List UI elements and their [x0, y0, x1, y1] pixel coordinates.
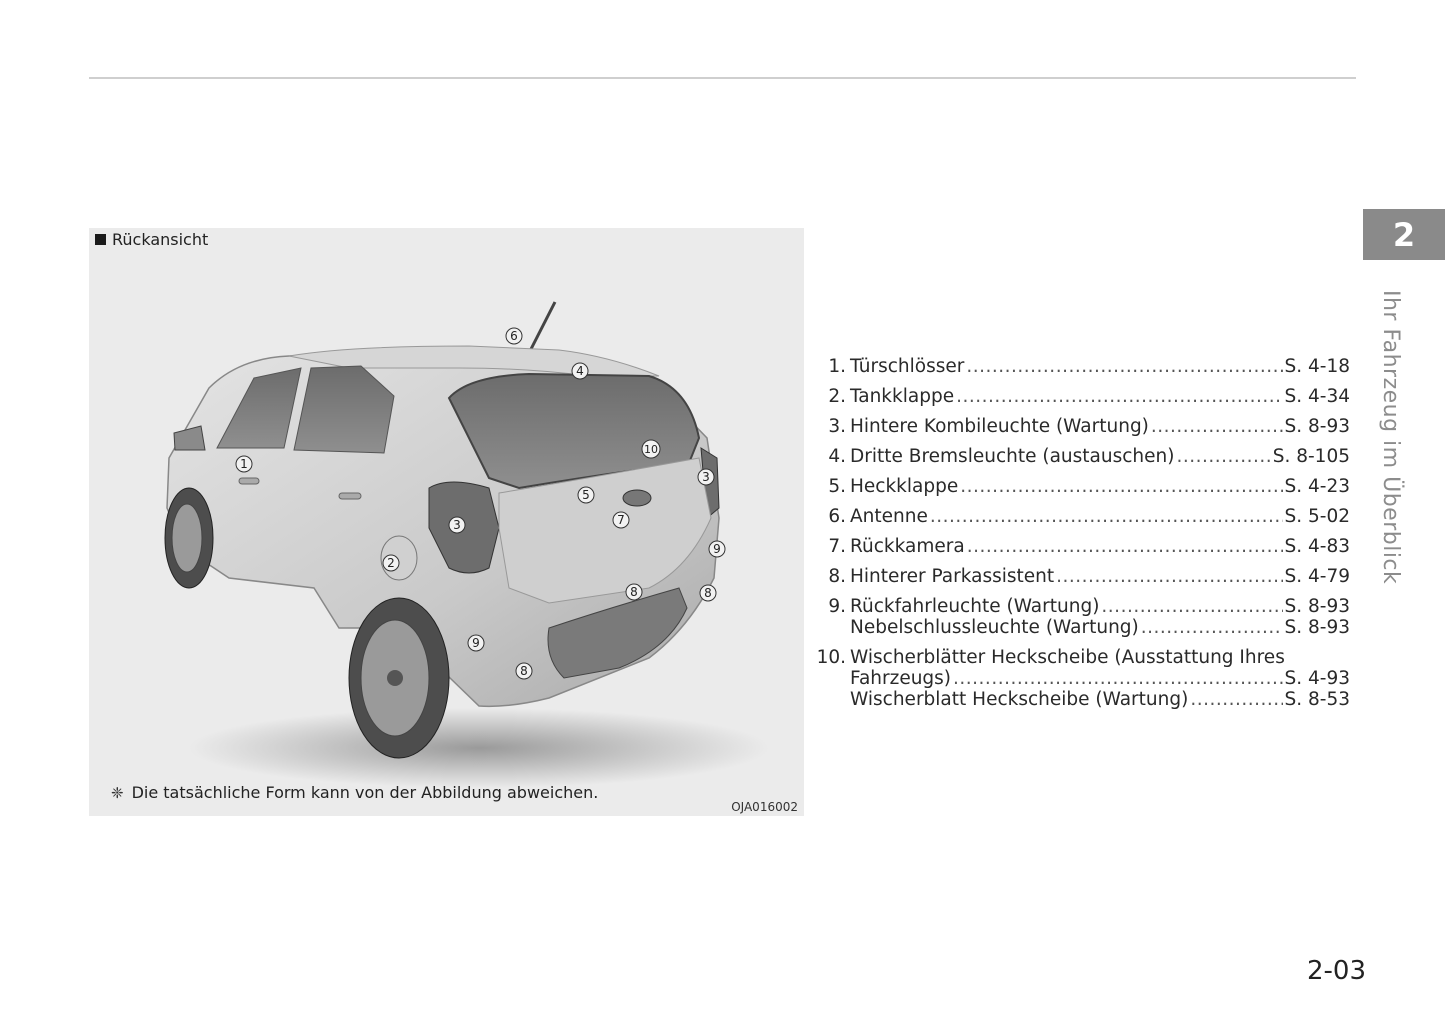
item-page: S. 4-23: [1284, 476, 1350, 497]
item-page: S. 4-79: [1284, 566, 1350, 587]
top-rule: [89, 77, 1356, 79]
rear-view-figure: [89, 228, 804, 816]
callout-8: [516, 663, 532, 679]
chapter-tab: 2: [1363, 209, 1445, 260]
item-number: 6.: [828, 506, 846, 527]
item-number: 10.: [816, 647, 846, 668]
item-label: Hinterer Parkassistent: [850, 566, 1055, 587]
item-label: Rückfahrleuchte (Wartung): [850, 596, 1100, 617]
item-number: 2.: [828, 386, 846, 407]
callout-3: [449, 517, 465, 533]
figure-note: [111, 783, 598, 802]
list-item: [810, 647, 1350, 710]
callout-2: [383, 555, 399, 571]
list-item: [810, 386, 1350, 407]
item-number: 4.: [828, 446, 846, 467]
item-number: 8.: [828, 566, 846, 587]
callout-9: [468, 635, 484, 651]
item-sub-label: Nebelschlussleuchte (Wartung): [850, 617, 1139, 638]
svg-text:6: 6: [510, 329, 518, 343]
chapter-title: Ihr Fahrzeug im Überblick: [1378, 290, 1403, 585]
item-label: Dritte Bremsleuchte (austauschen): [850, 446, 1175, 467]
svg-text:1: 1: [240, 457, 248, 471]
figure-note-text: Die tatsächliche Form kann von der Abbildung abweichen.: [131, 783, 599, 802]
item-sub-label: Wischerblatt Heckscheibe (Wartung): [850, 689, 1189, 710]
figure-title-text: Rückansicht: [112, 230, 209, 249]
item-number: 7.: [828, 536, 846, 557]
svg-text:9: 9: [472, 636, 480, 650]
item-page: S. 8-93: [1284, 416, 1350, 437]
list-item: [810, 476, 1350, 497]
item-label-continued: Fahrzeugs): [850, 668, 952, 689]
svg-text:7: 7: [617, 513, 625, 527]
callout-7: [613, 512, 629, 528]
item-label: Heckklappe: [850, 476, 959, 497]
list-item: [810, 416, 1350, 437]
list-item: [810, 596, 1350, 638]
callout-3: [698, 469, 714, 485]
page-number: 2-03: [1307, 956, 1367, 986]
list-item: [810, 566, 1350, 587]
item-label: Rückkamera: [850, 536, 965, 557]
callout-8: [700, 585, 716, 601]
svg-text:8: 8: [520, 664, 528, 678]
asterisk-icon: ❈: [111, 783, 124, 802]
parts-list: [810, 356, 1350, 719]
svg-text:3: 3: [702, 470, 710, 484]
item-label: Tankklappe: [850, 386, 955, 407]
figure-code: OJA016002: [731, 800, 798, 814]
callout-5: [578, 487, 594, 503]
svg-text:4: 4: [576, 364, 584, 378]
item-page: S. 8-93: [1284, 596, 1350, 617]
item-page: S. 4-93: [1284, 668, 1350, 689]
item-sub-page: S. 8-53: [1284, 689, 1350, 710]
item-sub-page: S. 8-93: [1284, 617, 1350, 638]
car-rear-illustration: [89, 228, 804, 816]
svg-text:3: 3: [453, 518, 461, 532]
callout-8: [626, 584, 642, 600]
callout-6: [506, 328, 522, 344]
item-page: S. 4-83: [1284, 536, 1350, 557]
item-page: S. 5-02: [1284, 506, 1350, 527]
svg-text:9: 9: [713, 542, 721, 556]
list-item: [810, 506, 1350, 527]
item-label: Türschlösser: [850, 356, 965, 377]
callout-10: [642, 440, 660, 458]
list-item: [810, 536, 1350, 557]
item-label: Antenne: [850, 506, 928, 527]
callout-1: [236, 456, 252, 472]
item-number: 3.: [828, 416, 846, 437]
item-number: 5.: [828, 476, 846, 497]
list-item: [810, 356, 1350, 377]
item-page: S. 4-34: [1284, 386, 1350, 407]
svg-text:8: 8: [704, 586, 712, 600]
item-number: 1.: [828, 356, 846, 377]
item-number: 9.: [828, 596, 846, 617]
item-page: S. 4-18: [1284, 356, 1350, 377]
callout-9: [709, 541, 725, 557]
item-label: Wischerblätter Heckscheibe (Ausstattung Ihres: [850, 647, 1285, 668]
svg-text:5: 5: [582, 488, 590, 502]
list-item: [810, 446, 1350, 467]
svg-text:8: 8: [630, 585, 638, 599]
svg-text:2: 2: [387, 556, 395, 570]
item-page: S. 8-105: [1272, 446, 1350, 467]
svg-text:10: 10: [644, 443, 658, 456]
callout-4: [572, 363, 588, 379]
item-label: Hintere Kombileuchte (Wartung): [850, 416, 1149, 437]
